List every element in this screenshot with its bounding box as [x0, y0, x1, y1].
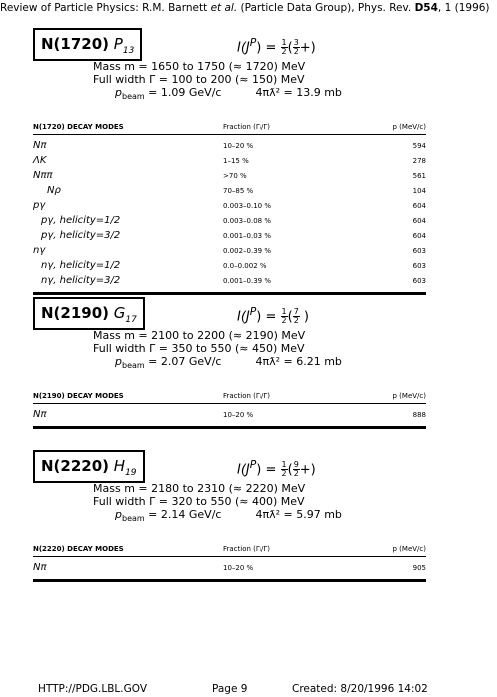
particle-name-box [33, 450, 145, 483]
branching-fraction: 10–20 % [223, 564, 254, 572]
decay-momentum: 905 [412, 564, 426, 572]
pbeam-symbol: p [115, 355, 122, 368]
partial-wave-subscript: 19 [125, 468, 137, 478]
decay-mode: nγ, helicity=3/2 [41, 275, 121, 286]
decay-momentum: 604 [412, 232, 426, 240]
decay-mode-row [33, 244, 426, 259]
particle-name: N(2220) [41, 457, 110, 475]
particle-section [33, 28, 426, 296]
particle-properties [93, 482, 342, 525]
branching-fraction: 0.003–0.08 % [223, 217, 272, 225]
branching-fraction: 10–20 % [223, 142, 254, 150]
decay-mode: Nπ [33, 409, 47, 420]
particle-name: N(2190) [41, 304, 110, 322]
decay-mode: Nρ [47, 185, 61, 196]
header-journal: (Particle Data Group), Phys. Rev. [237, 2, 415, 14]
header-rule [33, 556, 426, 557]
decay-mode-row [33, 229, 426, 244]
spin-fraction [293, 461, 300, 478]
decay-mode: pγ [33, 200, 46, 211]
pbeam-subscript: beam [121, 514, 145, 524]
ijp-parity-sup: P [249, 305, 257, 318]
pbeam-symbol: p [115, 86, 122, 99]
footer-url: HTTP://PDG.LBL.GOV [38, 683, 148, 695]
pbeam-symbol: p [115, 508, 122, 521]
pbeam-subscript: beam [121, 361, 145, 371]
partial-wave-subscript: 13 [122, 46, 135, 56]
momentum-column-header: p (MeV/c) [392, 392, 426, 400]
decay-modes-list [33, 408, 426, 423]
cross-section: 4πƛ² = 6.21 mb [255, 355, 342, 368]
decay-momentum: 604 [412, 202, 426, 210]
header-authors: Review of Particle Physics: R.M. Barnett [0, 2, 211, 14]
decay-modes-list [33, 561, 426, 576]
branching-fraction: 70–85 % [223, 187, 254, 195]
isospin-spin-parity [237, 36, 316, 56]
decay-mode: Nπ [33, 562, 47, 573]
isospin-den: 2 [281, 469, 287, 479]
particle-properties [93, 329, 342, 372]
branching-fraction: >70 % [223, 172, 247, 180]
header-volume: D54 [414, 2, 438, 14]
decay-mode-row [33, 139, 426, 154]
spin-fraction [293, 308, 300, 325]
spin-num: 7 [293, 307, 299, 317]
decay-mode-row [33, 259, 426, 274]
fraction-column-header: Fraction (Γᵢ/Γ) [223, 123, 271, 131]
header-rule [33, 403, 426, 404]
decay-mode: ΛK [33, 155, 47, 166]
particle-section [33, 450, 426, 583]
decay-modes-title: N(2220) DECAY MODES [33, 545, 124, 553]
partial-wave: G [113, 304, 126, 322]
decay-modes-title: N(1720) DECAY MODES [33, 123, 124, 131]
spin-den: 2 [293, 316, 299, 326]
particle-properties [93, 60, 342, 103]
cross-section: 4πƛ² = 13.9 mb [255, 86, 342, 99]
ijp-parity: ) [299, 309, 309, 325]
width-line: Full width Γ = 100 to 200 (≈ 150) MeV [93, 73, 305, 86]
decay-mode-row [33, 274, 426, 289]
decay-momentum: 888 [412, 411, 426, 419]
decay-mode-row [33, 408, 426, 423]
ijp-label: I(J [237, 462, 250, 478]
decay-mode: pγ, helicity=1/2 [41, 215, 121, 226]
footer-created: Created: 8/20/1996 14:02 [292, 683, 428, 695]
decay-mode-row [33, 561, 426, 576]
branching-fraction: 0.002–0.39 % [223, 247, 272, 255]
header-rule [33, 134, 426, 135]
spin-num: 9 [293, 460, 299, 470]
ijp-parity: +) [299, 462, 316, 478]
decay-momentum: 603 [412, 277, 426, 285]
branching-fraction: 0.0–0.002 % [223, 262, 267, 270]
isospin-fraction [281, 461, 288, 478]
partial-wave-subscript: 17 [125, 315, 137, 325]
ijp-parity-sup: P [249, 36, 257, 49]
pbeam-value: = 2.14 GeV/c [144, 508, 222, 521]
section-end-rule [33, 292, 426, 295]
section-end-rule [33, 579, 426, 582]
decay-mode-row [33, 154, 426, 169]
ijp-open: ( [287, 40, 293, 56]
header-pages: , 1 (1996) [437, 2, 490, 14]
isospin-den: 2 [281, 47, 287, 57]
ijp-parity-sup: P [249, 458, 257, 471]
beam-momentum-line [93, 86, 342, 103]
decay-mode-row [33, 199, 426, 214]
partial-wave: H [113, 457, 126, 475]
footer-page: Page 9 [212, 683, 248, 695]
ijp-parity: +) [299, 40, 316, 56]
isospin-fraction [281, 39, 288, 56]
decay-mode: pγ, helicity=3/2 [41, 230, 121, 241]
branching-fraction: 0.001–0.39 % [223, 277, 272, 285]
branching-fraction: 0.001–0.03 % [223, 232, 272, 240]
section-end-rule [33, 426, 426, 429]
spin-den: 2 [293, 469, 299, 479]
decay-momentum: 603 [412, 247, 426, 255]
decay-momentum: 278 [412, 157, 426, 165]
decay-momentum: 603 [412, 262, 426, 270]
particle-name: N(1720) [41, 35, 110, 53]
decay-mode: Nπ [33, 140, 47, 151]
momentum-column-header: p (MeV/c) [392, 545, 426, 553]
decay-momentum: 604 [412, 217, 426, 225]
particle-name-box [33, 28, 142, 61]
isospin-num: 1 [281, 307, 287, 317]
decay-modes-title: N(2190) DECAY MODES [33, 392, 124, 400]
decay-mode-row [33, 169, 426, 184]
isospin-spin-parity [237, 458, 316, 478]
isospin-spin-parity [237, 305, 309, 325]
momentum-column-header: p (MeV/c) [392, 123, 426, 131]
pbeam-value: = 2.07 GeV/c [144, 355, 222, 368]
header-etal: et al. [210, 2, 238, 14]
decay-momentum: 104 [412, 187, 426, 195]
decay-mode-row [33, 214, 426, 229]
isospin-fraction [281, 308, 288, 325]
cross-section: 4πƛ² = 5.97 mb [255, 508, 342, 521]
ijp-open: ( [287, 462, 293, 478]
isospin-num: 1 [281, 38, 287, 48]
pbeam-subscript: beam [121, 92, 145, 102]
partial-wave: P [113, 35, 123, 53]
decay-mode: nγ, helicity=1/2 [41, 260, 121, 271]
beam-momentum-line [93, 355, 342, 372]
ijp-equals: ) = [256, 309, 281, 325]
spin-den: 2 [293, 47, 299, 57]
mass-line: Mass m = 2180 to 2310 (≈ 2220) MeV [93, 482, 306, 495]
particle-section [33, 297, 426, 430]
isospin-num: 1 [281, 460, 287, 470]
ijp-label: I(J [237, 40, 250, 56]
page-header [0, 2, 497, 14]
decay-momentum: 561 [412, 172, 426, 180]
decay-mode: nγ [33, 245, 46, 256]
beam-momentum-line [93, 508, 342, 525]
width-line: Full width Γ = 350 to 550 (≈ 450) MeV [93, 342, 305, 355]
branching-fraction: 1–15 % [223, 157, 249, 165]
branching-fraction: 0.003–0.10 % [223, 202, 272, 210]
decay-momentum: 594 [412, 142, 426, 150]
spin-fraction [293, 39, 300, 56]
mass-line: Mass m = 2100 to 2200 (≈ 2190) MeV [93, 329, 306, 342]
decay-mode-row [33, 184, 426, 199]
fraction-column-header: Fraction (Γᵢ/Γ) [223, 392, 271, 400]
ijp-open: ( [287, 309, 293, 325]
fraction-column-header: Fraction (Γᵢ/Γ) [223, 545, 271, 553]
pbeam-value: = 1.09 GeV/c [144, 86, 222, 99]
spin-num: 3 [293, 38, 299, 48]
ijp-equals: ) = [256, 40, 281, 56]
width-line: Full width Γ = 320 to 550 (≈ 400) MeV [93, 495, 305, 508]
decay-modes-list [33, 139, 426, 289]
ijp-equals: ) = [256, 462, 281, 478]
mass-line: Mass m = 1650 to 1750 (≈ 1720) MeV [93, 60, 306, 73]
branching-fraction: 10–20 % [223, 411, 254, 419]
decay-mode: Nππ [33, 170, 53, 181]
ijp-label: I(J [237, 309, 250, 325]
particle-name-box [33, 297, 145, 330]
isospin-den: 2 [281, 316, 287, 326]
